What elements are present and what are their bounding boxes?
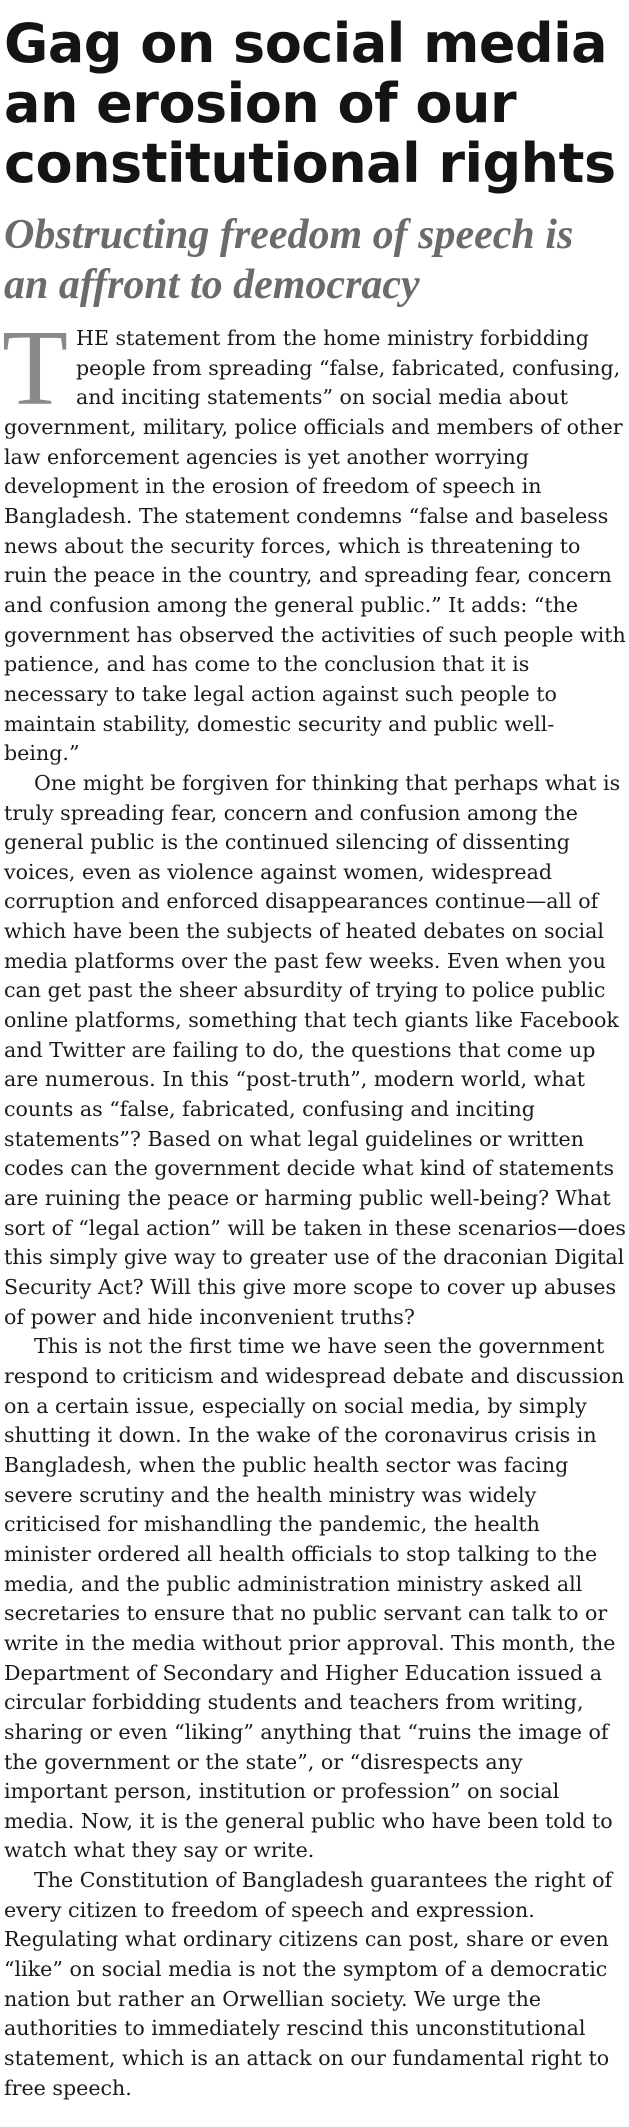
subheadline: Obstructing freedom of speech is an affront to democracy xyxy=(4,212,574,308)
headline: Gag on social media an erosion of our constitutional rights xyxy=(4,12,616,195)
paragraph-2: One might be forgiven for thinking that perhaps what is truly spreading fear, concern and confusion among the general public is the continued silencing of dissenting voices, even as violence against women, widespread corruption and enforced disappearances continue—all of which have been the subjects of heated debates on social media platforms over the past few weeks. Even when you can get past the sheer absurdity of trying to police public online platforms, something that tech giants like Facebook and Twitter are failing to do, the questions that come up are numerous. In this “post-truth”, modern world, what counts as “false, fabricated, confusing and inciting statements”? Based on what legal guidelines or written codes can the government decide what kind of statements are ruining the peace or harming public well-being? What sort of “legal action” will be taken in these scenarios—does this simply give way to greater use of the draconian Digital Security Act? Will this give more scope to cover up abuses of power and hide inconvenient truths? xyxy=(4,770,626,1329)
paragraph-4: The Constitution of Bangladesh guarantees the right of every citizen to freedom of speech and expression. Regulating what ordinary citizens can post, share or even “like” on social media is not the symptom of a democratic nation but rather an Orwellian society. We urge the authorities to immediately rescind this unconstitutional statement, which is an attack on our fundamental right to free speech. xyxy=(4,1868,613,2100)
paragraph-3: This is not the first time we have seen the government respond to criticism and widespread debate and discussion on a certain issue, especially on social media, by simply shutting it down. In the wake of the coronavirus crisis in Bangladesh, when the public health sector was facing severe scrutiny and the health ministry was widely criticised for mishandling the pandemic, the health minister ordered all health officials to stop talking to the media, and the public administration ministry asked all secretaries to ensure that no public servant can talk to or write in the media without prior approval. This month, the Department of Secondary and Higher Education issued a circular forbidding students and teachers from writing, sharing or even “liking” anything that “ruins the image of the government or the state”, or “disrespects any important person, institution or profession” on social media. Now, it is the general public who have been told to watch what they say or write. xyxy=(4,1334,625,1863)
drop-cap: T xyxy=(2,309,68,428)
article-body xyxy=(2,309,626,2103)
paragraph-1-text: HE statement from the home ministry forbidding people from spreading “false, fabricated, confusing, and inciting statements” on social media about government, military, police officials and members of other law enforcement agencies is yet another worrying development in the erosion of freedom of speech in Bangladesh. The statement condemns “false and baseless news about the security forces, which is threatening to ruin the peace in the country, and spreading fear, concern and confusion among the general public.” It adds: “the government has observed the activities of such people with patience, and has come to the conclusion that it is necessary to take legal action against such people to maintain stability, domestic security and public well-being.” xyxy=(4,326,626,766)
paragraph-1 xyxy=(2,309,626,769)
